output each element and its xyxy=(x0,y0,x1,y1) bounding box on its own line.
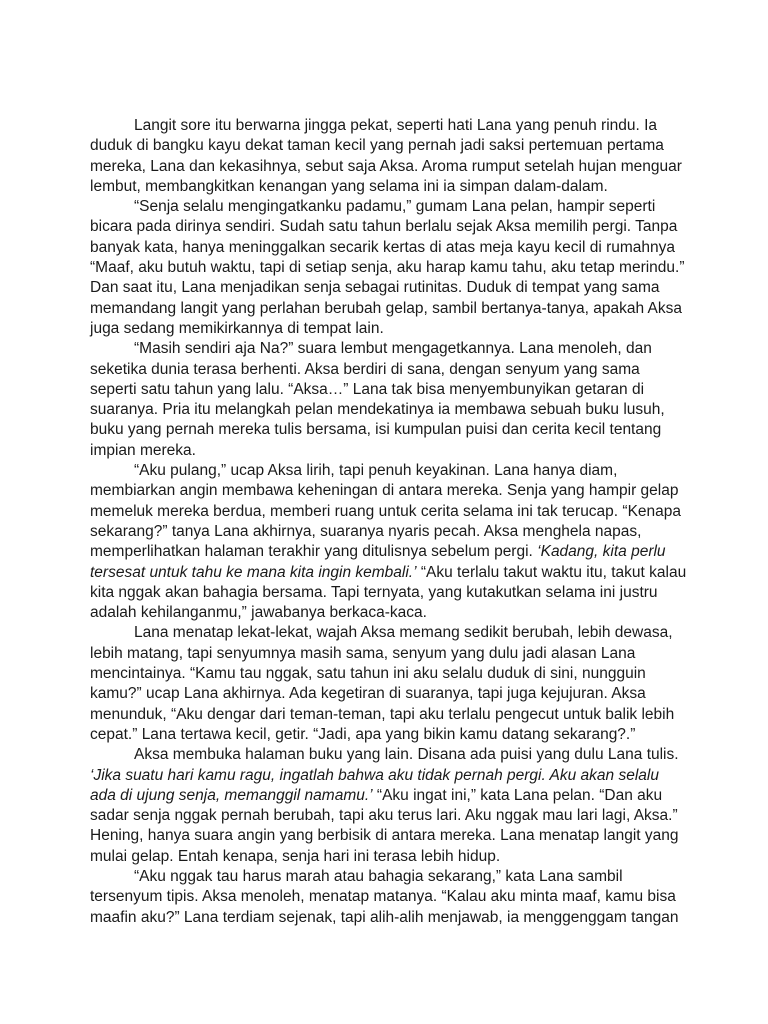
text-run: “Senja selalu mengingatkanku padamu,” gumam Lana pelan, hampir seperti bicara pada dirinya sendiri. Sudah satu tahun berlalu sejak Aksa memilih pergi. Tanpa banyak kata, hanya meninggalkan secarik kertas di atas meja kayu kecil di rumahnya “Maaf, aku butuh waktu, tapi di setiap senja, aku harap kamu tahu, aku tetap merindu.” Dan saat itu, Lana menjadikan senja sebagai rutinitas. Duduk di tempat yang sama memandang langit yang perlahan berubah gelap, sambil bertanya-tanya, apakah Aksa juga sedang memikirkannya di tempat lain. xyxy=(90,198,685,337)
paragraph xyxy=(90,623,688,745)
text-run: “Aku pulang,” ucap Aksa lirih, tapi penuh keyakinan. Lana hanya diam, membiarkan angin membawa keheningan di antara mereka. Senja yang hampir gelap memeluk mereka berdua, memberi ruang untuk cerita selama ini tak terucap. “Kenapa sekarang?” tanya Lana akhirnya, suaranya nyaris pecah. Aksa menghela napas, memperlihatkan halaman terakhir yang ditulisnya sebelum pergi. xyxy=(90,462,682,561)
italic-quote: ‘Kadang, kita perlu tersesat untuk tahu ke mana kita ingin kembali.’ xyxy=(90,543,666,581)
text-run: “Aku nggak tau harus marah atau bahagia sekarang,” kata Lana sambil tersenyum tipis. Aksa menoleh, menatap matanya. “Kalau aku minta maaf, kamu bisa maafin aku?” Lana terdiam sejenak, tapi alih-alih menjawab, ia menggenggam tangan xyxy=(90,867,679,926)
text-run: “Aku terlalu takut waktu itu, takut kalau kita nggak akan bahagia bersama. Tapi ternyata, yang kutakutkan selama ini justru adalah kehilanganmu,” jawabanya berkaca-kaca. xyxy=(90,563,687,622)
text-run: Aksa membuka halaman buku yang lain. Disana ada puisi yang dulu Lana tulis. xyxy=(134,746,679,764)
text-run: “Masih sendiri aja Na?” suara lembut mengagetkannya. Lana menoleh, dan seketika dunia terasa berhenti. Aksa berdiri di sana, dengan senyum yang sama seperti satu tahun yang lalu. “Aksa…” Lana tak bisa menyembunyikan getaran di suaranya. Pria itu melangkah pelan mendekatinya ia membawa sebuah buku lusuh, buku yang pernah mereka tulis bersama, isi kumpulan puisi dan cerita kecil tentang impian mereka. xyxy=(90,340,665,459)
paragraph xyxy=(90,116,688,197)
paragraph xyxy=(90,461,688,623)
text-run: “Aku ingat ini,” kata Lana pelan. “Dan aku sadar senja nggak pernah berubah, tapi aku terus lari. Aku nggak mau lari lagi, Aksa.” Hening, hanya suara angin yang berbisik di antara mereka. Lana menatap langit yang mulai gelap. Entah kenapa, senja hari ini terasa lebih hidup. xyxy=(90,786,679,865)
paragraph xyxy=(90,339,688,461)
text-run: Lana menatap lekat-lekat, wajah Aksa memang sedikit berubah, lebih dewasa, lebih matang, tapi senyumnya masih sama, senyum yang dulu jadi alasan Lana mencintainya. “Kamu tau nggak, satu tahun ini aku selalu duduk di sini, nungguin kamu?” ucap Lana akhirnya. Ada kegetiran di suaranya, tapi juga kejujuran. Aksa menunduk, “Aku dengar dari teman-teman, tapi aku terlalu pengecut untuk balik lebih cepat.” Lana tertawa kecil, getir. “Jadi, apa yang bikin kamu datang sekarang?.” xyxy=(90,624,675,743)
text-run: Langit sore itu berwarna jingga pekat, seperti hati Lana yang penuh rindu. Ia duduk di bangku kayu dekat taman kecil yang pernah jadi saksi pertemuan pertama mereka, Lana dan kekasihnya, sebut saja Aksa. Aroma rumput setelah hujan menguar lembut, membangkitkan kenangan yang selama ini ia simpan dalam-dalam. xyxy=(90,117,682,195)
paragraph xyxy=(90,867,688,928)
italic-quote: ‘Jika suatu hari kamu ragu, ingatlah bahwa aku tidak pernah pergi. Aku akan selalu ada di ujung senja, memanggil namamu.’ xyxy=(90,766,659,804)
paragraph xyxy=(90,197,688,339)
paragraph xyxy=(90,745,688,867)
story-text xyxy=(90,116,688,928)
